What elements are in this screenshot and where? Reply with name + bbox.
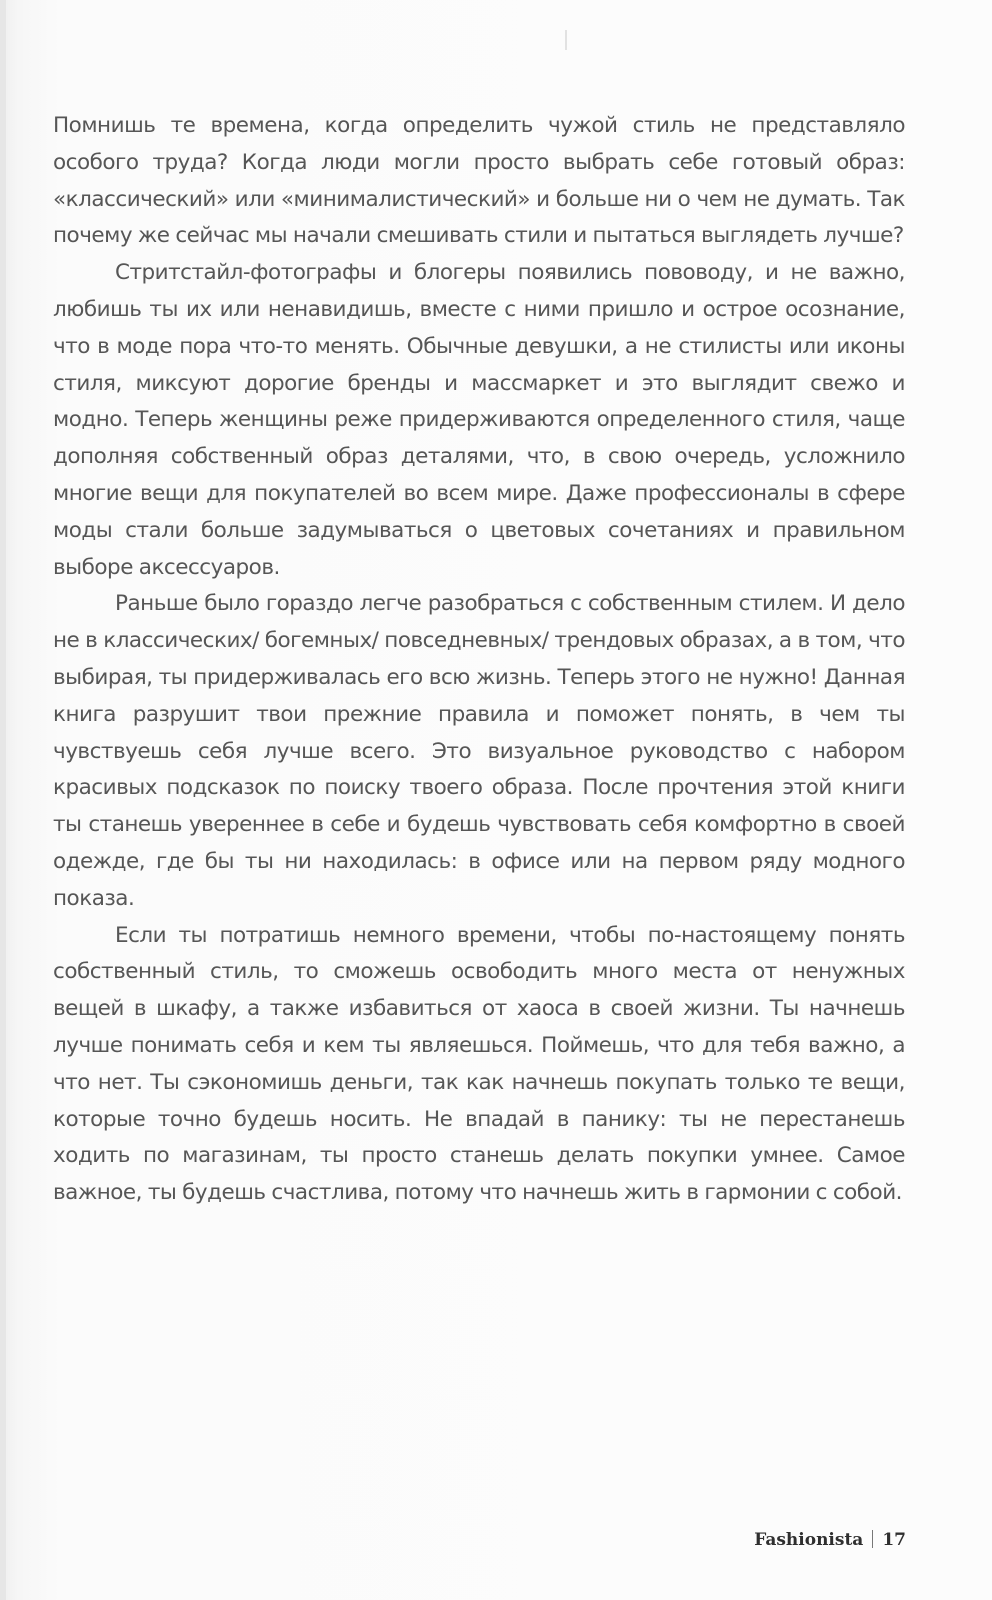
paragraph-3: Раньше было гораздо легче разобраться с собственным стилем. И дело не в классических/ богемных/ повседневных/ трендовых образах, а в том, что выбирая, ты придерживалась его всю жизнь. Теперь этого не нужно! Данная книга разрушит твои прежние правила и поможет понять, в чем ты чувствуешь себя лучше всего. Это визуальное руководство с набором красивых подсказок по поиску твоего образа. После прочтения этой книги ты станешь увереннее в себе и будешь чувствовать себя комфортно в своей одежде, где бы ты ни находилась: в офисе или на первом ряду модного показа. [53,591,905,911]
running-title: Fashionista [754,1530,864,1550]
page-footer [754,1530,906,1550]
paragraph-1: Помнишь те времена, когда определить чужой стиль не представляло особого труда? Когда люди могли просто выбрать себе готовый образ: «классический» или «минималистический» и больше ни о чем не думать. Так почему же сейчас мы начали смешивать стили и пытаться выглядеть лучше? [53,113,905,249]
page-number: 17 [882,1530,906,1550]
paragraph-2: Стритстайл-фотографы и блогеры появились пововоду, и не важно, любишь ты их или ненавидишь, вместе с ними пришло и острое осознание, что в моде пора что-то менять. Обычные девушки, а не стилисты или иконы стиля, миксуют дорогие бренды и массмаркет и это выглядит свежо и модно. Теперь женщины реже придерживаются определенного стиля, чаще дополняя собственный образ деталями, что, в свою очередь, усложнило многие вещи для покупателей во всем мире. Даже профессионалы в сфере моды стали больше задумываться о цветовых сочетаниях и правильном выборе аксессуаров. [53,260,905,580]
page-gutter-shadow [0,0,6,1600]
footer-separator [872,1530,873,1548]
paragraph-4: Если ты потратишь немного времени, чтобы по-настоящему понять собственный стиль, то сможешь освободить много места от ненужных вещей в шкафу, а также избавиться от хаоса в своей жизни. Ты начнешь лучше понимать себя и кем ты являешься. Поймешь, что для тебя важно, а что нет. Ты сэкономишь деньги, так как начнешь покупать только те вещи, которые точно будешь носить. Не впадай в панику: ты не перестанешь ходить по магазинам, ты просто станешь делать покупки умнее. Самое важное, ты будешь счастлива, потому что начнешь жить в гармонии с собой. [53,922,905,1206]
body-text [53,108,905,1212]
page-mark [565,30,567,50]
